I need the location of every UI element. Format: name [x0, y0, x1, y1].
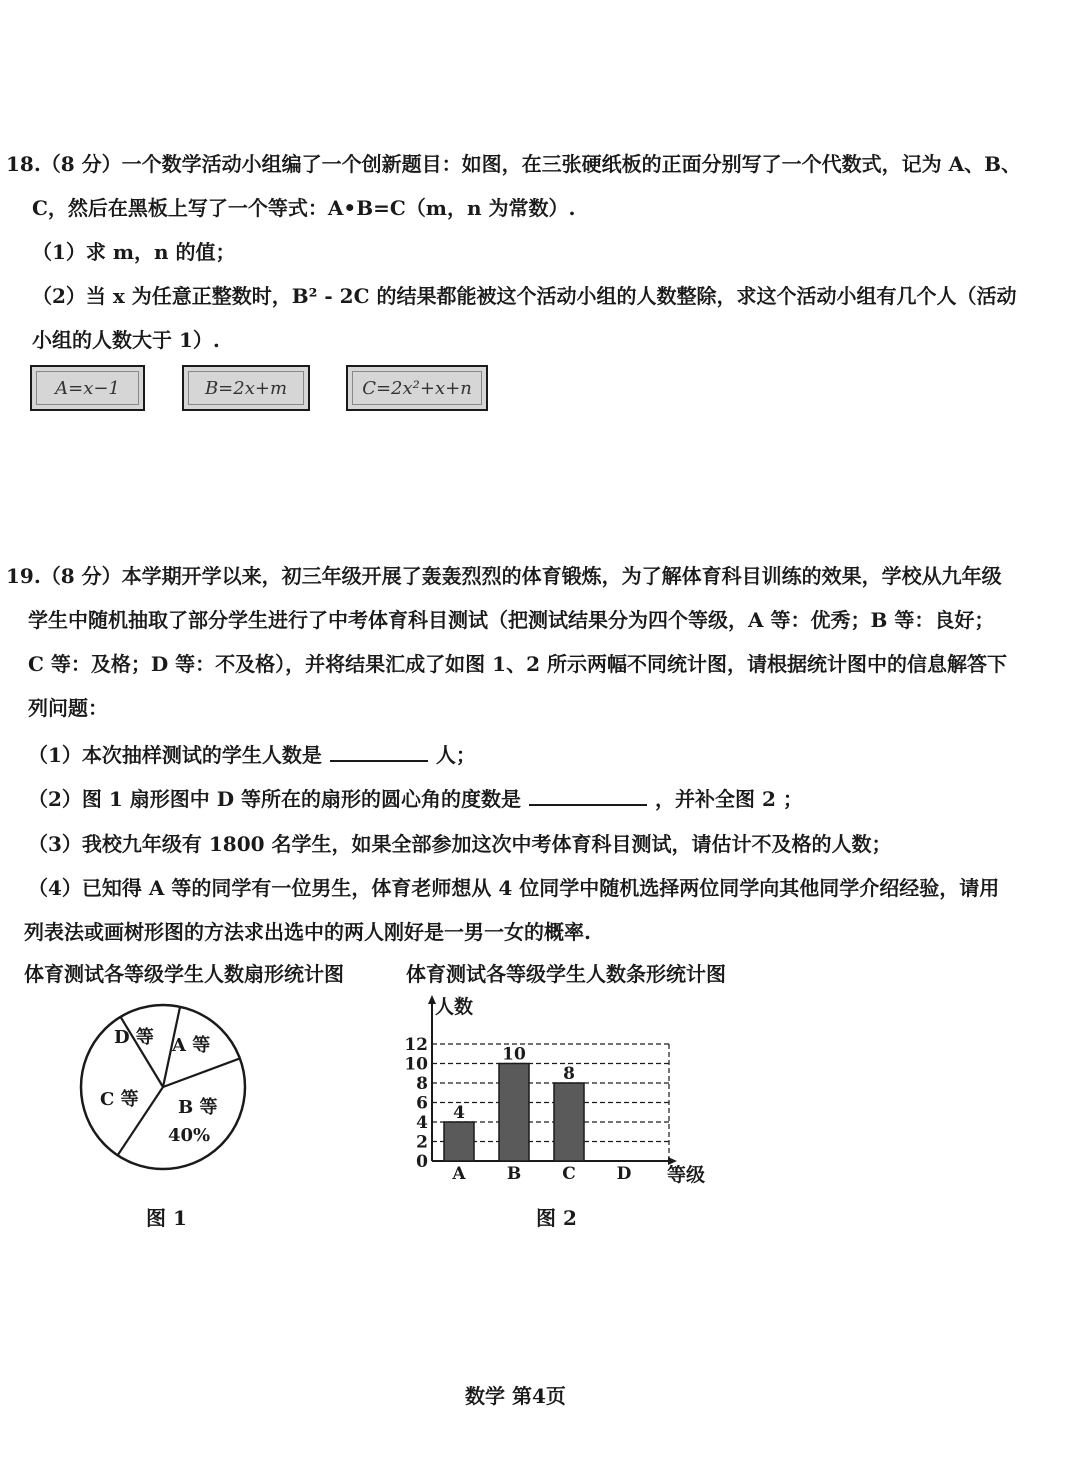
x-tick-label-b: B — [506, 1164, 522, 1184]
y-tick-label-6: 6 — [416, 1093, 428, 1114]
bar-chart — [395, 995, 725, 1195]
x-axis-label: 等级 — [667, 1164, 706, 1186]
q19-part-3: （3）我校九年级有 1800 名学生，如果全部参加这次中考体育科目测试，请估计不及格的人数； — [28, 832, 892, 856]
figure-2-caption: 图 2 — [536, 1206, 577, 1230]
bar-b — [499, 1064, 529, 1162]
q19-line-4: 列问题： — [28, 696, 108, 720]
bar-c — [554, 1083, 584, 1161]
q18-part-1: （1）求 m，n 的值； — [32, 240, 236, 264]
card-c-expr: C=2x²+x+n — [362, 377, 472, 399]
pie-slice-boundary-b等 — [163, 1058, 240, 1087]
q18-line-2: C，然后在黑板上写了一个等式：A•B=C（m，n 为常数）. — [32, 196, 576, 220]
q19-part-2-text: （2）图 1 扇形图中 D 等所在的扇形的圆心角的度数是 — [28, 787, 522, 811]
card-b-expr: B=2x+m — [204, 377, 288, 399]
card-a-expr: A=x−1 — [55, 377, 120, 399]
x-tick-label-a: A — [452, 1164, 466, 1184]
pie-label-d: D 等 — [114, 1027, 154, 1048]
y-tick-label-2: 2 — [416, 1132, 428, 1153]
x-tick-label-d: D — [616, 1164, 632, 1184]
bar-a — [444, 1122, 474, 1161]
figure-1-caption: 图 1 — [146, 1206, 187, 1230]
bar-value-label-a: 4 — [453, 1103, 465, 1123]
y-tick-label-10: 10 — [404, 1054, 428, 1075]
y-tick-label-4: 4 — [416, 1113, 428, 1133]
q19-part-4a: （4）已知得 A 等的同学有一位男生，体育老师想从 4 位同学中随机选择两位同学向其他同学介绍经验，请用 — [28, 876, 1000, 900]
bar-value-label-c: 8 — [563, 1064, 575, 1084]
card-b — [182, 365, 310, 411]
y-tick-label-12: 12 — [404, 1035, 428, 1055]
bar-chart-title: 体育测试各等级学生人数条形统计图 — [406, 962, 726, 986]
answer-blank-1[interactable] — [330, 740, 428, 762]
y-tick-label-0: 0 — [416, 1152, 428, 1172]
card-a — [30, 365, 145, 411]
pie-percent-b: 40% — [168, 1125, 211, 1146]
pie-label-a: A 等 — [172, 1035, 211, 1056]
pie-label-c: C 等 — [100, 1089, 139, 1110]
q19-part-1-unit: 人； — [435, 743, 476, 767]
y-tick-label-8: 8 — [416, 1074, 428, 1094]
q19-part-2 — [28, 784, 803, 813]
y-axis-label: 人数 — [435, 996, 474, 1018]
pie-label-b: B 等 — [178, 1097, 218, 1118]
card-c — [346, 365, 488, 411]
pie-chart — [70, 995, 260, 1185]
q19-part-2-tail: ，并补全图 2 ； — [655, 787, 803, 811]
answer-blank-2[interactable] — [529, 784, 647, 806]
q19-line-2: 学生中随机抽取了部分学生进行了中考体育科目测试（把测试结果分为四个等级，A 等：优秀；B 等：良好； — [28, 608, 995, 632]
q18-line-1: 18.（8 分）一个数学活动小组编了一个创新题目：如图，在三张硬纸板的正面分别写了一个代数式，记为 A、B、 — [6, 152, 1022, 176]
page-footer: 数学 第4页 — [465, 1384, 566, 1408]
q19-line-3: C 等：及格；D 等：不及格），并将结果汇成了如图 1、2 所示两幅不同统计图，请根据统计图中的信息解答下 — [28, 652, 1007, 676]
bar-value-label-b: 10 — [502, 1044, 526, 1065]
q19-part-1-text: （1）本次抽样测试的学生人数是 — [28, 743, 322, 767]
pie-chart-title: 体育测试各等级学生人数扇形统计图 — [24, 962, 344, 986]
q18-part-2a: （2）当 x 为任意正整数时，B² - 2C 的结果都能被这个活动小组的人数整除，求这个活动小组有几个人（活动 — [32, 284, 1017, 308]
q19-part-4b: 列表法或画树形图的方法求出选中的两人刚好是一男一女的概率. — [24, 920, 591, 944]
q18-part-2b: 小组的人数大于 1）. — [32, 328, 220, 352]
q19-part-1 — [28, 740, 476, 769]
q19-line-1: 19.（8 分）本学期开学以来，初三年级开展了轰轰烈烈的体育锻炼，为了解体育科目训练的效果，学校从九年级 — [6, 564, 1002, 588]
x-tick-label-c: C — [562, 1164, 576, 1184]
